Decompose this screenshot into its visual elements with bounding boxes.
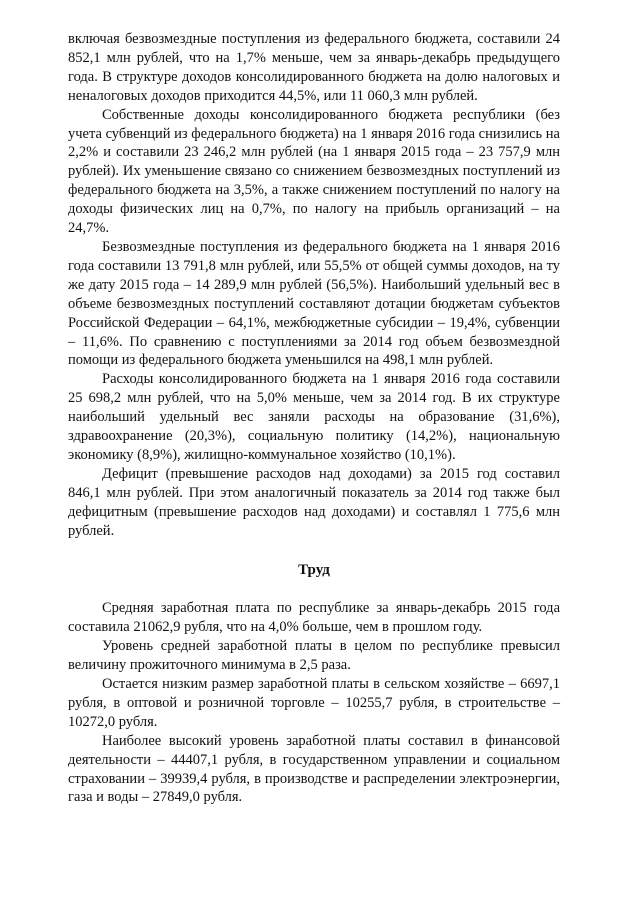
section-heading-labor: Труд [298,562,330,579]
paragraph-expenditures: Расходы консолидированного бюджета на 1 января 2016 года составили 25 698,2 млн рублей, что на 5,0% меньше, чем за 2014 год. В их структуре наибольший удельный вес заняли расходы на образование (31,6%), здравоохранение (20,3%), социальную политику (14,2%), национальную экономику (8,9%), жилищно-коммунальное хозяйство (10,1%). [68,371,560,463]
paragraph-average-wage: Средняя заработная плата по республике за январь-декабрь 2015 года составила 21062,9 рубля, что на 4,0% больше, чем в прошлом году. [68,600,560,636]
paragraph-subsistence-minimum: Уровень средней заработной платы в целом по республике превысил величину прожиточного минимума в 2,5 раза. [68,638,560,674]
paragraph-deficit: Дефицит (превышение расходов над доходами) за 2015 год составил 846,1 млн рублей. При этом аналогичный показатель за 2014 год также был дефицитным (превышение расходов над доходами) и составлял 1 775,6 млн рублей. [68,465,560,539]
paragraph-federal-transfers: Безвозмездные поступления из федерального бюджета на 1 января 2016 года составили 13 791,8 млн рублей, или 55,5% от общей суммы доходов, на ту же дату 2015 года – 14 289,9 млн рублей (56,5%). Наибольший удельный вес в объеме безвозмездных поступлений составляют дотации бюджетам субъектов Российской Федерации – 64,1%, межбюджетные субсидии – 19,4%, субвенции – 11,6%. По сравнению с поступлениями за 2014 год объем безвозмездной помощи из федерального бюджета уменьшился на 498,1 млн рублей. [68,238,560,369]
paragraph-low-wages: Остается низким размер заработной платы в сельском хозяйстве – 6697,1 рубля, в оптовой и розничной торговле – 10255,7 рубля, в строительстве – 10272,0 рубля. [68,676,560,730]
document-page [68,30,560,807]
paragraph-own-revenues: Собственные доходы консолидированного бюджета республики (без учета субвенций из федерального бюджета) на 1 января 2016 года снизились на 2,2% и составили 23 246,2 млн рублей (на 1 января 2015 года – 23 757,9 млн рублей). Их уменьшение связано со снижением безвозмездных поступлений из федерального бюджета на 3,5%, а также снижением поступлений по налогу на доходы физических лиц на 0,7%, по налогу на прибыль организаций – на 24,7%. [68,106,560,237]
paragraph-budget-revenue-continued: включая безвозмездные поступления из федерального бюджета, составили 24 852,1 млн рублей, что на 1,7% меньше, чем за январь-декабрь предыдущего года. В структуре доходов консолидированного бюджета на долю налоговых и неналоговых доходов приходится 44,5%, или 11 060,3 млн рублей. [68,31,560,104]
paragraph-high-wages: Наиболее высокий уровень заработной платы составил в финансовой деятельности – 44407,1 рубля, в государственном управлении и социальном страховании – 39939,4 рубля, в производстве и распределении электроэнергии, газа и воды – 27849,0 рубля. [68,732,560,806]
